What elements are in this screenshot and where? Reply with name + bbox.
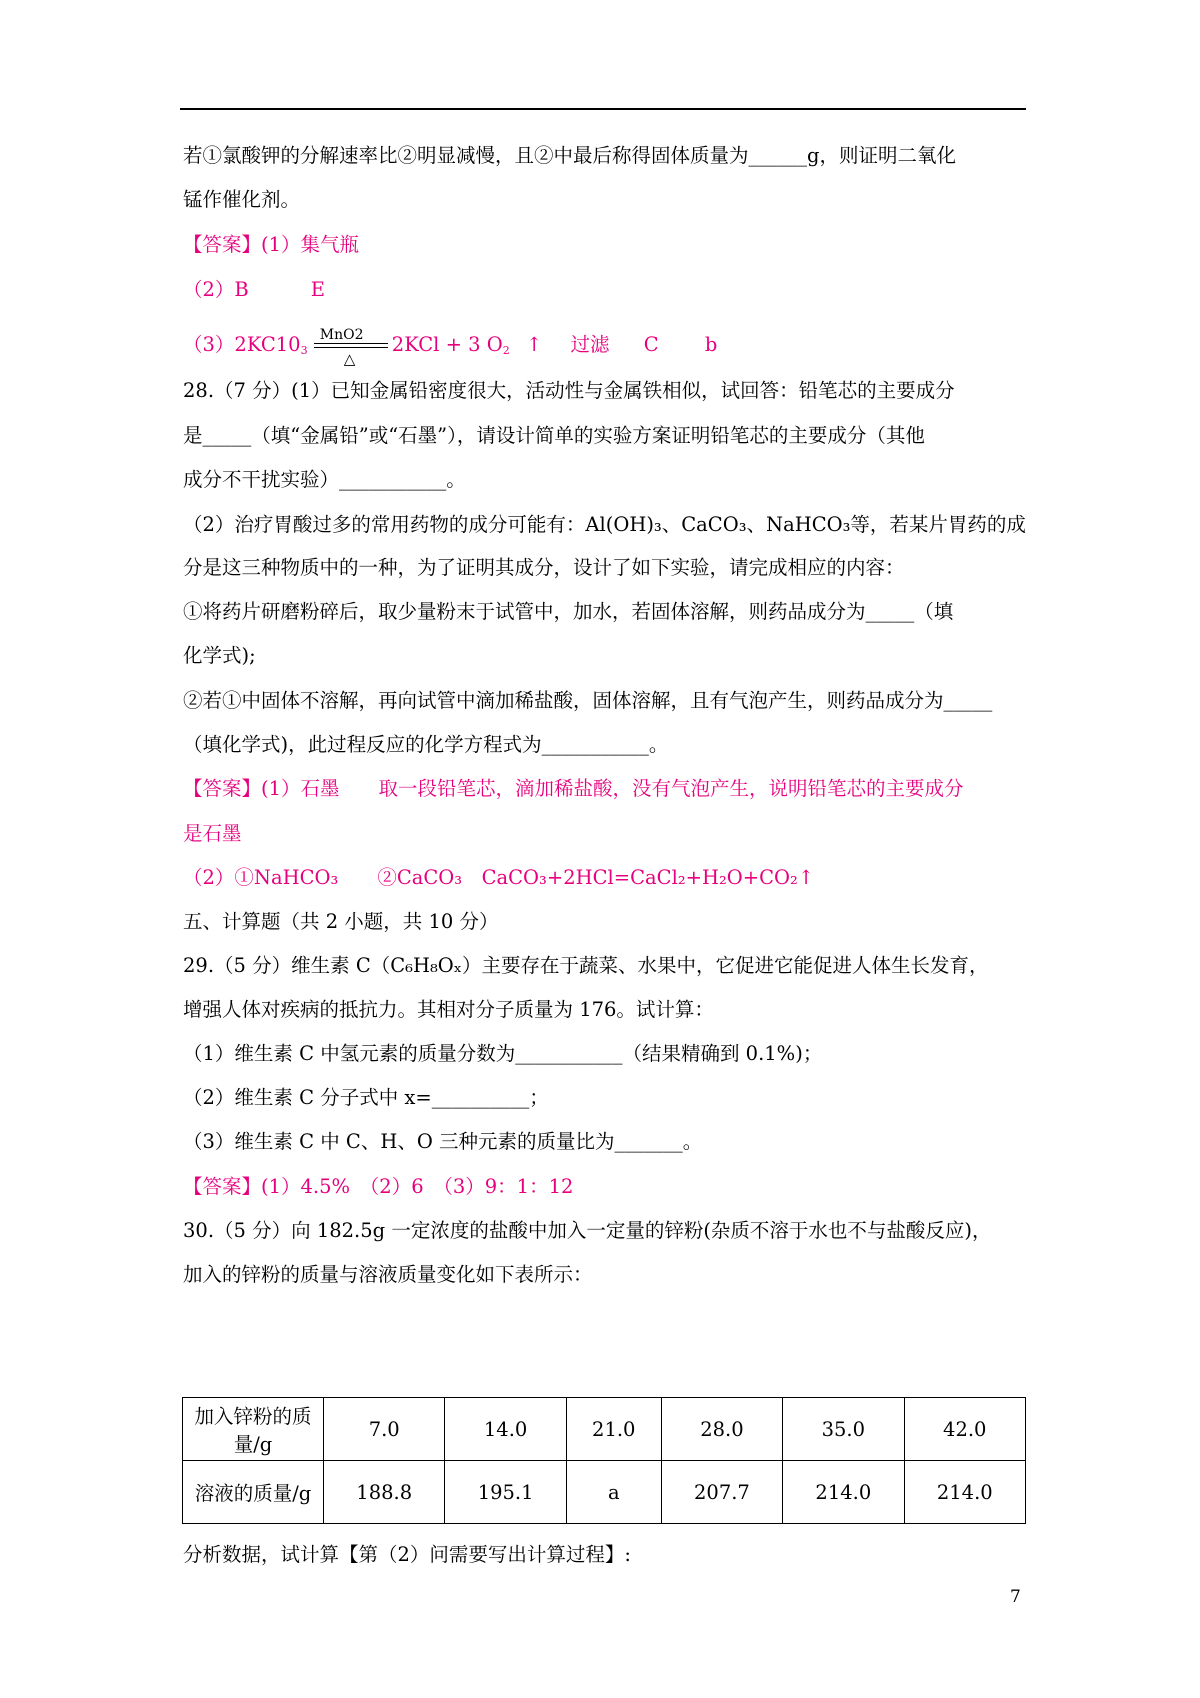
table-cell: 35.0 <box>783 1398 904 1461</box>
text-line: 28.（7 分）(1）已知金属铅密度很大，活动性与金属铁相似，试回答：铅笔芯的主要成分 <box>183 379 955 402</box>
table-cell: 214.0 <box>904 1461 1025 1524</box>
answer-line: （2）①NaHCO₃ ②CaCO₃ CaCO₃+2HCl=CaCl₂+H₂O+CO₂↑ <box>183 866 815 889</box>
table-cell: a <box>566 1461 661 1524</box>
answer-line <box>183 275 1033 305</box>
text-line: 成分不干扰实验）___________。 <box>183 468 466 491</box>
table-cell: 214.0 <box>783 1461 904 1524</box>
answer-part: b <box>704 333 718 356</box>
answer-part: C <box>643 333 659 356</box>
text-line: （填化学式)，此过程反应的化学方程式为___________。 <box>183 733 669 756</box>
text-line: 分是这三种物质中的一种，为了证明其成分，设计了如下实验，请完成相应的内容： <box>183 556 905 579</box>
text-line: ①将药片研磨粉碎后，取少量粉末于试管中，加水，若固体溶解，则药品成分为_____（填 <box>183 600 954 623</box>
table-row <box>183 1461 1026 1524</box>
table-cell: 加入锌粉的质量/g <box>183 1398 324 1461</box>
text-line: 加入的锌粉的质量与溶液质量变化如下表所示： <box>183 1263 593 1286</box>
answer-line: 【答案】(1）集气瓶 <box>183 233 360 256</box>
table-cell: 溶液的质量/g <box>183 1461 324 1524</box>
text-line: 锰作催化剂。 <box>183 188 301 211</box>
text-line: 30.（5 分）向 182.5g 一定浓度的盐酸中加入一定量的锌粉(杂质不溶于水也不与盐酸反应)， <box>183 1219 992 1242</box>
gas-arrow: ↑ <box>525 333 543 356</box>
table-cell: 195.1 <box>445 1461 566 1524</box>
zinc-data-table <box>182 1397 1026 1524</box>
heat-symbol: △ <box>343 350 356 368</box>
answer-line: 【答案】(1）石墨 取一段铅笔芯，滴加稀盐酸，没有气泡产生，说明铅笔芯的主要成分 <box>183 777 964 800</box>
text-line: 是_____（填“金属铅”或“石墨”），请设计简单的实验方案证明铅笔芯的主要成分（其他 <box>183 424 925 447</box>
answer-part: （2）B <box>183 278 249 301</box>
section-heading: 五、计算题（共 2 小题，共 10 分） <box>183 910 499 933</box>
text-line: （2）治疗胃酸过多的常用药物的成分可能有：Al(OH)₃、CaCO₃、NaHCO₃等，若某片胃药的成 <box>183 513 1026 536</box>
equation-left: （3）2KC10 <box>183 333 301 356</box>
answer-equation-line <box>183 327 1033 368</box>
header-rule <box>180 108 1026 110</box>
text-line: 若①氯酸钾的分解速率比②明显减慢，且②中最后称得固体质量为______g，则证明二氧化 <box>183 144 956 167</box>
catalyst-label: MnO2 <box>319 327 364 343</box>
answer-line: 【答案】(1）4.5% （2）6 （3）9：1：12 <box>183 1175 574 1198</box>
table-cell: 42.0 <box>904 1398 1025 1461</box>
equation-right: 2KCl + 3 O <box>391 333 503 356</box>
text-line: 化学式); <box>183 644 256 667</box>
answer-part: 过滤 <box>570 333 610 356</box>
table-cell: 14.0 <box>445 1398 566 1461</box>
table-cell: 21.0 <box>566 1398 661 1461</box>
answer-part: E <box>310 278 325 301</box>
subscript: 2 <box>502 344 510 357</box>
text-line: （1）维生素 C 中氢元素的质量分数为___________（结果精确到 0.1%)； <box>183 1042 823 1065</box>
page-number: 7 <box>1010 1587 1021 1607</box>
table-cell: 207.7 <box>661 1461 782 1524</box>
table-row <box>183 1398 1026 1461</box>
subscript: 3 <box>300 344 308 357</box>
table-cell: 188.8 <box>324 1461 445 1524</box>
table-cell: 7.0 <box>324 1398 445 1461</box>
reaction-condition <box>314 327 392 368</box>
text-line: 增强人体对疾病的抵抗力。其相对分子质量为 176。试计算： <box>183 998 714 1021</box>
text-line: ②若①中固体不溶解，再向试管中滴加稀盐酸，固体溶解，且有气泡产生，则药品成分为_____ <box>183 689 993 712</box>
text-line: （2）维生素 C 分子式中 x=__________； <box>183 1086 549 1109</box>
answer-line: 是石墨 <box>183 822 242 845</box>
table-cell: 28.0 <box>661 1398 782 1461</box>
text-line: （3）维生素 C 中 C、H、O 三种元素的质量比为_______。 <box>183 1130 703 1153</box>
text-line: 29.（5 分）维生素 C（C₆H₈Oₓ）主要存在于蔬菜、水果中，它促进它能促进人体生长发育， <box>183 954 989 977</box>
text-line: 分析数据，试计算【第（2）问需要写出计算过程】: <box>183 1543 631 1566</box>
